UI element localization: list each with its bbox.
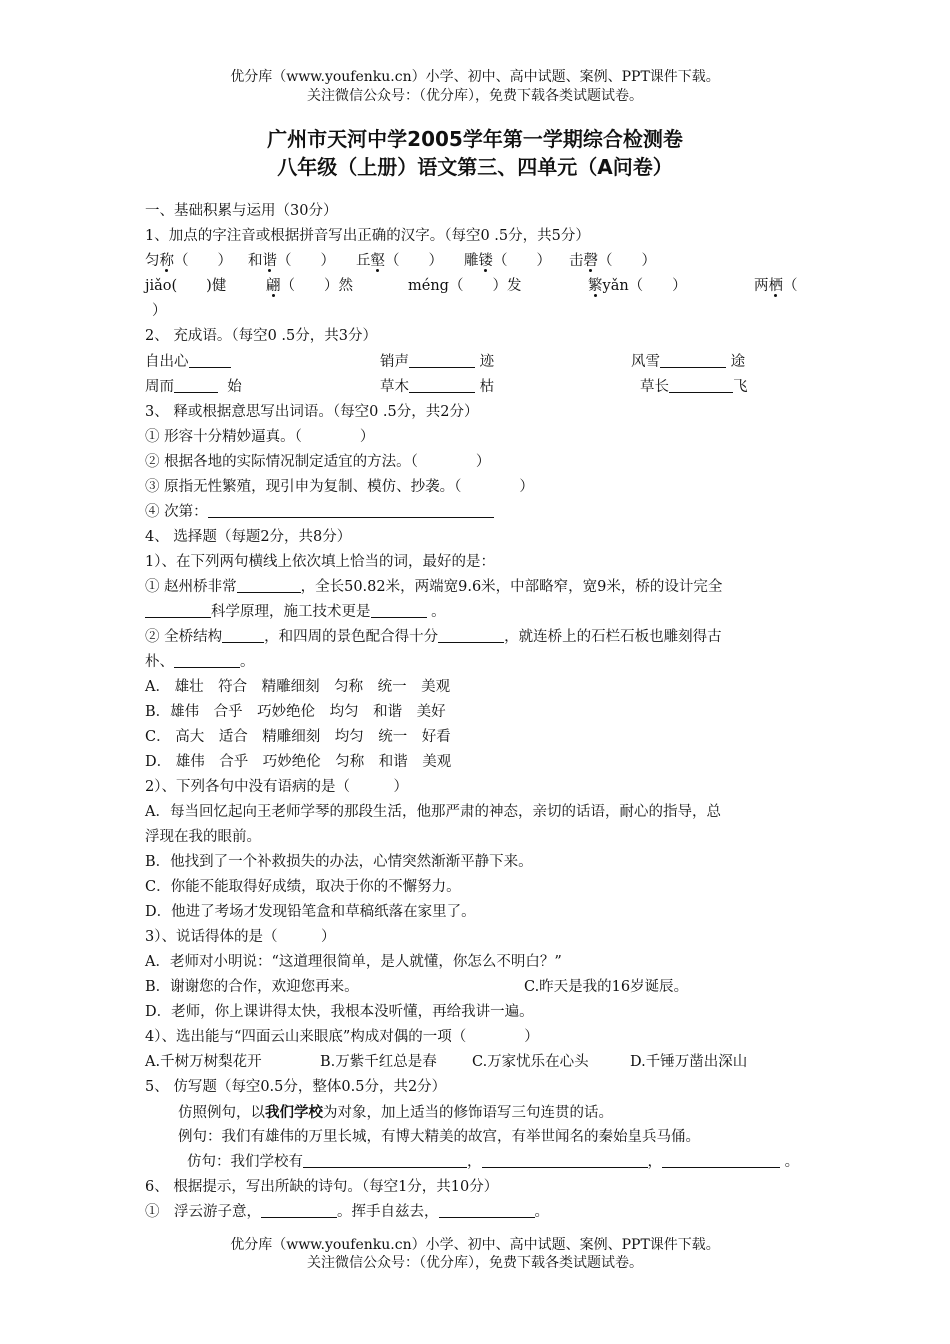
header-line-1: 优分库（www.youfenku.cn）小学、初中、高中试题、案例、PPT课件下载。 [230,69,720,85]
q1-wrap: ） [152,303,167,319]
answer-blank[interactable] [261,1201,337,1218]
q5-example: 例句：我们有雄伟的万里长城，有博大精美的故宫，有举世闻名的秦始皇兵马俑。 [178,1129,700,1145]
answer-blank[interactable] [371,601,427,618]
idiom-blank: 草木 枯 [380,375,494,400]
q4-sub1-stem: 1）、在下列两句横线上依次填上恰当的词，最好的是： [145,554,495,570]
q4-sub3-stem: 3）、说话得体的是（ ） [145,929,336,945]
answer-blank[interactable] [303,1151,467,1168]
idiom-blank: 周而 始 [145,375,242,400]
idiom-blank: 销声 迹 [380,350,494,375]
footer-line-1: 优分库（www.youfenku.cn）小学、初中、高中试题、案例、PPT课件下载。 [230,1237,720,1253]
q4-sub1-sentence: ① 赵州桥非常 ，全长50.82米，两端宽9.6米，中部略窄，宽9米，桥的设计完全 [145,575,810,600]
answer-blank[interactable] [438,626,504,643]
q4-sub1-option[interactable]: A． 雄壮 符合 精雕细刻 匀称 统一 美观 [145,679,451,695]
idiom-blank: 风雪 途 [631,350,745,375]
answer-blank[interactable] [669,376,733,393]
q1-item: 繁yǎn（ ） [588,278,687,294]
q3-item: ④ 次第： [145,500,810,525]
q5-imitation: 仿句：我们学校有 ， ， 。 [187,1150,799,1175]
q4-sub1-option[interactable]: B．雄伟 合乎 巧妙绝伦 均匀 和谐 美好 [145,704,446,720]
q4-sub3-option[interactable]: D．老师，你上课讲得太快，我根本没听懂，再给我讲一遍。 [145,1004,534,1020]
answer-blank[interactable] [409,351,475,368]
q4-sub4-option[interactable]: D.千锤万凿出深山 [630,1054,748,1070]
footer-line-2: 关注微信公众号：（优分库），免费下载各类试题试卷。 [307,1255,643,1271]
q4-sub3-option[interactable]: C.昨天是我的16岁诞辰。 [524,979,689,995]
q1-item: 和谐（ ） [248,253,335,269]
answer-blank[interactable] [409,376,475,393]
answer-blank[interactable] [145,601,211,618]
q4-sub2-option[interactable]: B．他找到了一个补救损失的办法，心情突然渐渐平静下来。 [145,854,533,870]
q6-stem: 6、 根据提示，写出所缺的诗句。（每空1分，共10分） [145,1179,499,1195]
q2-stem: 2、 充成语。（每空0 .5分，共3分） [145,328,377,344]
q4-sub1-sentence: 朴、 。 [145,650,810,675]
q3-item: ① 形容十分精妙逼真。（ ） [145,429,375,445]
q4-sub2-option[interactable]: D．他进了考场才发现铅笔盒和草稿纸落在家里了。 [145,904,476,920]
answer-blank[interactable] [174,651,240,668]
page-subtitle: 八年级（上册）语文第三、四单元（A问卷） [277,155,673,179]
header-line-2: 关注微信公众号：（优分库），免费下载各类试题试卷。 [307,88,643,104]
answer-blank[interactable] [662,1151,780,1168]
q4-sub1-option[interactable]: C． 高大 适合 精雕细刻 均匀 统一 好看 [145,729,451,745]
q3-item: ③ 原指无性繁殖，现引申为复制、模仿、抄袭。（ ） [145,479,534,495]
idiom-blank: 自出心 [145,350,231,375]
q1-item: 丘壑（ ） [356,253,443,269]
page-title: 广州市天河中学2005学年第一学期综合检测卷 [267,127,683,151]
answer-blank[interactable] [439,1201,535,1218]
answer-blank[interactable] [189,351,231,368]
q4-sub2-option-cont: 浮现在我的眼前。 [145,829,261,845]
q4-sub3-option[interactable]: B．谢谢您的合作，欢迎您再来。 [145,979,359,995]
q4-sub1-option[interactable]: D． 雄伟 合乎 巧妙绝伦 匀称 和谐 美观 [145,754,452,770]
q4-sub4-option[interactable]: A.千树万树梨花开 [145,1054,262,1070]
q1-item: 两栖（ [754,278,798,294]
q4-sub1-sentence: 科学原理，施工技术更是 。 [145,600,810,625]
answer-blank[interactable] [174,376,218,393]
q4-sub2-stem: 2）、下列各句中没有语病的是（ ） [145,779,408,795]
q1-item: 翩（ ）然 [266,278,353,294]
q6-line: ① 浮云游子意， 。挥手自兹去， 。 [145,1200,810,1225]
idiom-blank: 草长 飞 [640,375,748,400]
q4-sub4-option[interactable]: C.万家忧乐在心头 [472,1054,589,1070]
answer-blank[interactable] [237,576,301,593]
q4-stem: 4、 选择题（每题2分，共8分） [145,529,352,545]
q4-sub1-sentence: ② 全桥结构 ，和四周的景色配合得十分 ，就连桥上的石栏石板也雕刻得古 [145,625,810,650]
q3-item: ② 根据各地的实际情况制定适宜的方法。（ ） [145,454,491,470]
q4-sub2-option[interactable]: C．你能不能取得好成绩，取决于你的不懈努力。 [145,879,461,895]
q1-stem: 1、加点的字注音或根据拼音写出正确的汉字。（每空0 .5分，共5分） [145,228,590,244]
section-heading: 一、基础积累与运用（30分） [145,203,338,219]
q1-item: 击磬（ ） [569,253,656,269]
q1-item: 雕镂（ ） [464,253,551,269]
q4-sub4-option[interactable]: B.万紫千红总是春 [320,1054,437,1070]
q1-item: méng（ ）发 [408,278,522,294]
q4-sub4-stem: 4）、选出能与“四面云山来眼底”构成对偶的一项（ ） [145,1029,539,1045]
q4-sub3-option[interactable]: A．老师对小明说：“这道理很简单，是人就懂，你怎么不明白？” [145,954,562,970]
q1-item: 匀称（ ） [145,253,232,269]
q3-stem: 3、 释或根据意思写出词语。（每空0 .5分，共2分） [145,404,479,420]
answer-blank[interactable] [482,1151,648,1168]
q1-item: jiǎo( )健 [145,278,227,294]
q4-sub2-option[interactable]: A．每当回忆起向王老师学琴的那段生活，他那严肃的神态，亲切的话语，耐心的指导，总 [145,804,721,820]
q5-instruction: 仿照例句，以我们学校为对象，加上适当的修饰语写三句连贯的话。 [178,1104,613,1121]
q5-stem: 5、 仿写题（每空0.5分，整体0.5分，共2分） [145,1079,447,1095]
answer-blank[interactable] [660,351,726,368]
answer-blank[interactable] [208,501,494,518]
answer-blank[interactable] [222,626,264,643]
